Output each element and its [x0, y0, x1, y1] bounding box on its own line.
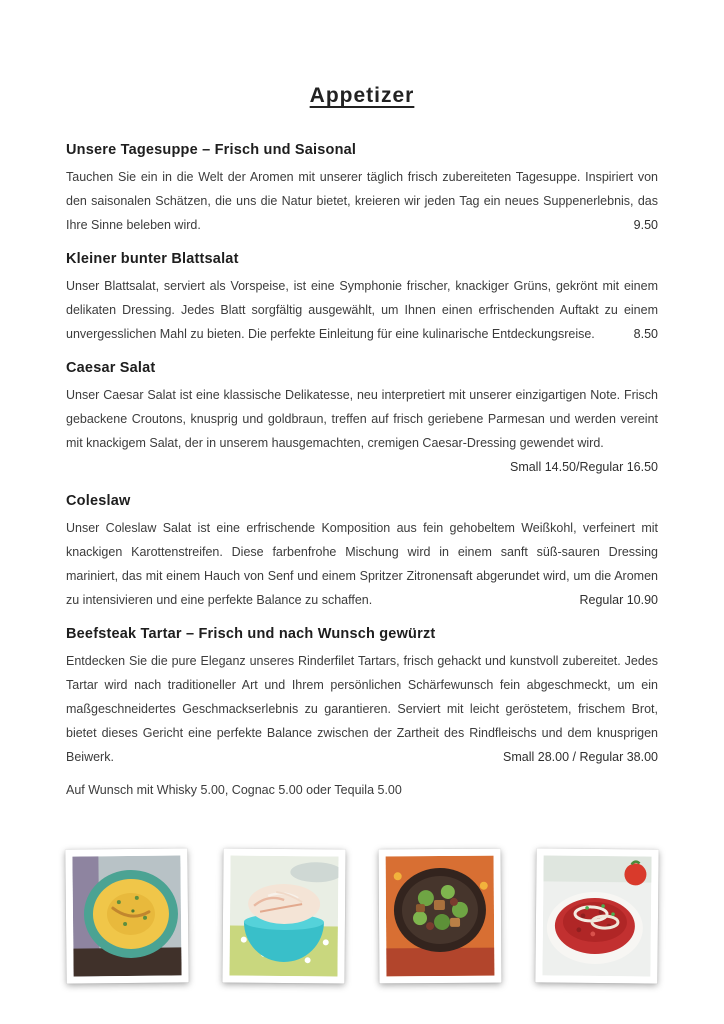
- dish-heading: Coleslaw: [66, 493, 131, 509]
- dish-price: Small 28.00 / Regular 38.00: [503, 750, 658, 764]
- menu-section-blattsalat: [66, 251, 658, 346]
- tartar-image: [542, 855, 651, 976]
- menu-section-beefsteak-tartar: [66, 626, 658, 769]
- menu-section-coleslaw: [66, 493, 658, 612]
- dish-description: [66, 383, 658, 479]
- menu-section-caesar-salat: [66, 360, 658, 479]
- caesar-salat-photo: [379, 849, 502, 984]
- beefsteak-tartar-photo: [535, 848, 658, 983]
- dish-text: Tauchen Sie ein in die Welt der Aromen mit unserer täglich frisch zubereiteten Tagesuppe. Inspiriert von den saisonalen Schätzen, die uns die Natur bietet, kreieren wir jeden Tag ein neues Suppenerlebnis, das Ihre Sinne beleben wird.: [66, 170, 658, 232]
- coleslaw-image: [229, 856, 338, 977]
- menu-section-tagesuppe: [66, 142, 658, 237]
- dish-description: [66, 649, 658, 769]
- dish-heading: Beefsteak Tartar – Frisch und nach Wunsch gewürzt: [66, 626, 436, 642]
- coleslaw-photo: [222, 848, 345, 983]
- dish-photo-row: [66, 849, 658, 983]
- page-title: Appetizer: [309, 84, 415, 107]
- spirits-supplement-note: Auf Wunsch mit Whisky 5.00, Cognac 5.00 oder Tequila 5.00: [66, 783, 402, 797]
- tagesuppe-photo: [65, 848, 188, 983]
- dish-price: 9.50: [633, 218, 658, 232]
- dish-price: Small 14.50/Regular 16.50: [509, 460, 658, 474]
- dish-text: Unser Blattsalat, serviert als Vorspeise, ist eine Symphonie frischer, knackiger Grüns, gekrönt mit einem delikaten Dressing. Jedes Blatt sorgfältig ausgewählt, um Ihnen einen erfrischenden Auftakt zu einem unvergesslichen Mahl zu bieten. Die perfekte Einleitung für eine kulinarische Entdeckungsreise.: [66, 279, 658, 341]
- dish-text: Unser Coleslaw Salat ist eine erfrischende Komposition aus fein gehobeltem Weißkohl, verfeinert mit knackigen Karottenstreifen. Diese farbenfrohe Mischung wird in einem sanft süß-sauren Dressing mariniert, das mit einem Hauch von Senf und einem Spritzer Zitronensaft abgerundet wird, um die Aromen zu intensivieren und eine perfekte Balance zu schaffen.: [66, 521, 658, 607]
- dish-price: 8.50: [633, 327, 658, 341]
- dish-price: Regular 10.90: [579, 593, 658, 607]
- dish-heading: Caesar Salat: [66, 360, 156, 376]
- dish-heading: Kleiner bunter Blattsalat: [66, 251, 239, 267]
- soup-image: [72, 855, 181, 976]
- caesar-image: [386, 856, 495, 977]
- dish-text: Entdecken Sie die pure Eleganz unseres Rinderfilet Tartars, frisch gehackt und kunstvoll zubereitet. Jedes Tartar wird nach traditioneller Art und Ihrem persönlichen Schärfewunsch fein abgeschmeckt, um ein maßgeschneidertes Geschmackserlebnis zu garantieren. Serviert mit leicht geröstetem, frischem Brot, bietet dieses Gericht eine perfekte Balance zwischen der Zartheit des Rindfleischs und dem knusprigen Beiwerk.: [66, 654, 658, 764]
- dish-text: Unser Caesar Salat ist eine klassische Delikatesse, neu interpretiert mit unserer einzigartigen Note. Frisch gebackene Croutons, knusprig und goldbraun, treffen auf frisch geriebene Parmesan und werden vereint mit knackigem Salat, der in unserem hausgemachten, cremigen Caesar-Dressing gewendet wird.: [66, 388, 658, 450]
- dish-heading: Unsere Tagesuppe – Frisch und Saisonal: [66, 142, 357, 158]
- dish-description: [66, 274, 658, 346]
- dish-description: [66, 516, 658, 612]
- dish-description: [66, 165, 658, 237]
